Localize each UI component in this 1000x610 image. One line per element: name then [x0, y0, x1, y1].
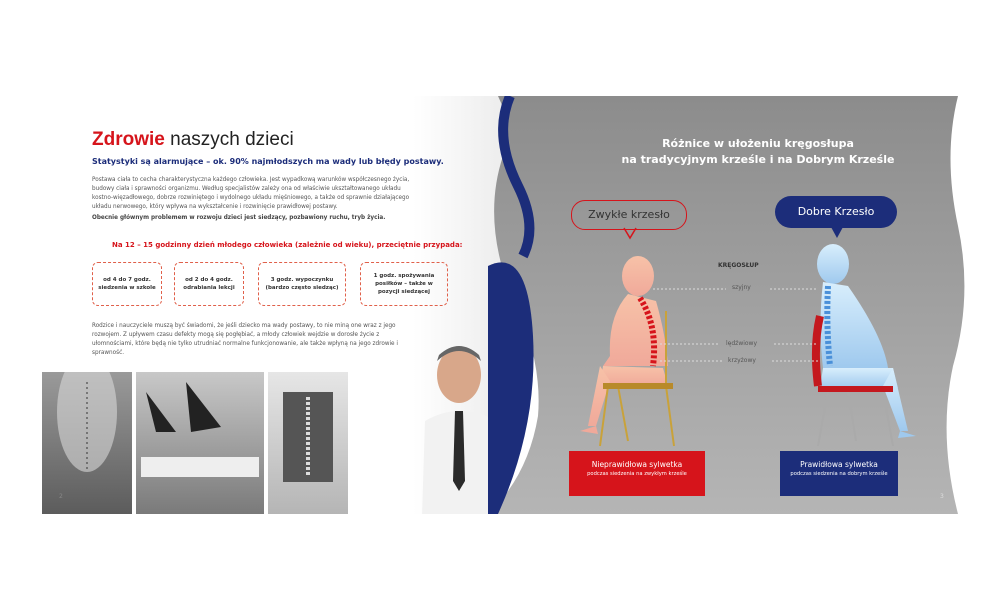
problem-paragraph: Obecnie głównym problemem w rozwoju dzieci jest siedzący, pozbawiony ruchu, tryb życia. [92, 215, 386, 221]
correct-caption-sub: podczas siedzenia na dobrym krześle [790, 471, 888, 477]
closing-paragraph: Rodzice i nauczyciele muszą być świadomi, że jeśli dziecko ma wady postawy, to nie miną one wraz z jego rozwojem. Z upływem czasu defekty mogą się pogłębiać, a młody człowiek wejdzie w dorosłe życie z ułomnościami, które będą nie tylko utrudniać normalne funkcjonowanie, ale także wpłyną na jego zdrowie i sprawność. [92, 323, 398, 356]
regular-chair-bubble: Zwykłe krzesło [571, 200, 687, 230]
schedule-box-school: od 4 do 7 godz. siedzenia w szkole [92, 262, 162, 306]
page-number-left: 2 [59, 493, 63, 500]
sacral-label: krzyżowy [728, 357, 756, 364]
incorrect-posture-caption [569, 451, 705, 496]
schedule-boxes [92, 262, 447, 310]
title-highlight: Zdrowie [92, 129, 165, 150]
correct-posture-caption [780, 451, 898, 496]
left-page [37, 96, 507, 514]
good-chair-bubble: Dobre Krzesło [775, 196, 897, 228]
schedule-box-meals: 1 godz. spożywania posiłków – także w pozycji siedzącej [360, 262, 448, 306]
schedule-box-rest: 3 godz. wypoczynku (bardzo często siedząc) [258, 262, 346, 306]
page-title [92, 129, 294, 151]
lumbar-label: lędźwiowy [726, 340, 758, 347]
page-number-right: 3 [940, 493, 944, 500]
right-page [488, 96, 968, 514]
comparison-title [568, 136, 948, 168]
therapy-room-photo [136, 372, 264, 514]
cervical-label: szyjny [732, 284, 751, 291]
comparison-title-line1: Różnice w ułożeniu kręgosłupa [662, 137, 854, 150]
statistics-headline: Statystyki są alarmujące – ok. 90% najmłodszych ma wady lub błędy postawy. [92, 157, 444, 166]
xray-photo [268, 372, 348, 514]
spine-label: KRĘGOSŁUP [718, 262, 759, 269]
incorrect-caption-title: Nieprawidłowa sylwetka [591, 460, 683, 469]
incorrect-caption-sub: podczas siedzenia na zwykłym krześle [587, 471, 687, 477]
photo-strip [42, 372, 342, 514]
daily-schedule-heading: Na 12 – 15 godzinny dzień młodego człowieka (zależnie od wieku), przeciętnie przypada: [112, 241, 463, 249]
title-rest: naszych dzieci [164, 129, 294, 150]
comparison-title-line2: na tradycyjnym krześle i na Dobrym Krześle [621, 153, 895, 166]
child-back-photo [42, 372, 132, 514]
correct-caption-title: Prawidłowa sylwetka [800, 460, 878, 469]
intro-paragraph: Postawa ciała to cecha charakterystyczna każdego człowieka. Jest wypadkową warunków współczesnego życia, budowy ciała i sprawności organizmu. Według specjalistów zależy ona od właściwie ukształtowanego układu kostno-więzadłowego, dobrze rozwiniętego i wydolnego układu mięśniowego, a także od sprawnie działającego układu nerwowego, który wpływa na wykształcenie i rozwinięcie prawidłowej postawy. [92, 177, 410, 210]
schedule-box-homework: od 2 do 4 godz. odrabiania lekcji [174, 262, 244, 306]
